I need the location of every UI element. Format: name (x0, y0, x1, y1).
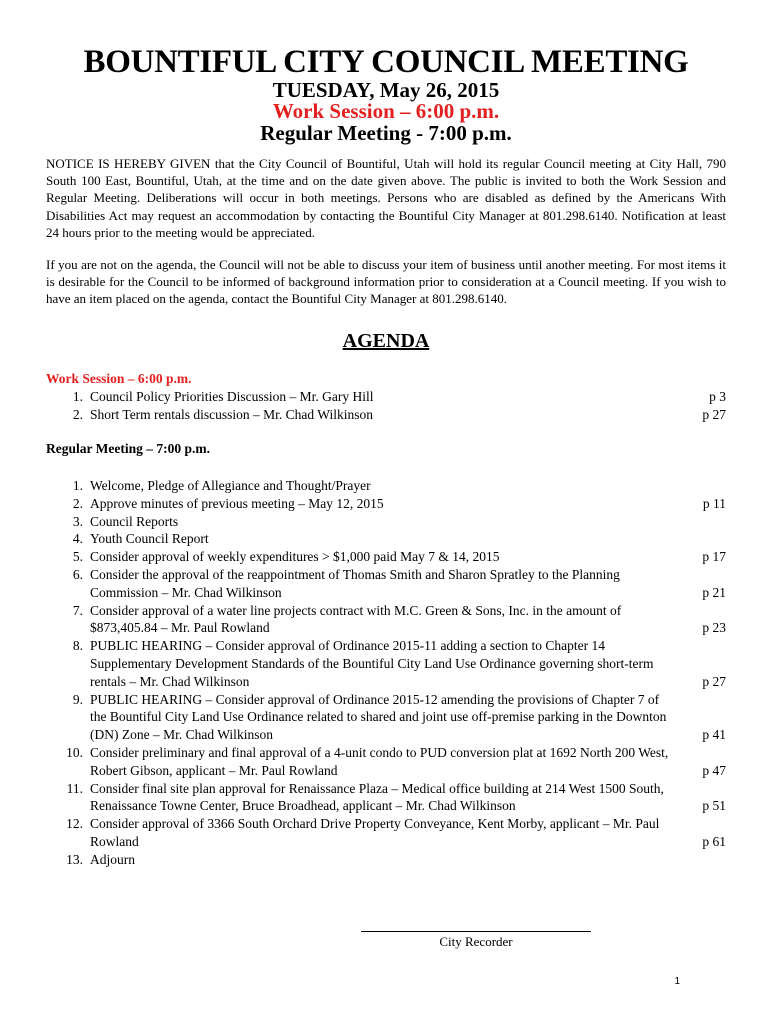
regular-meeting-item (46, 851, 726, 869)
regular-meeting-item (46, 477, 726, 495)
item-text: Welcome, Pledge of Allegiance and Thought/Prayer (90, 478, 371, 493)
item-number: 8. (72, 638, 83, 654)
regular-meeting-heading: Regular Meeting – 7:00 p.m. (46, 441, 210, 456)
agenda-request-paragraph: If you are not on the agenda, the Council will not be able to discuss your item of business until another meeting. For most items it is desirable for the Council to be informed of background information prior to consideration at a Council meeting. If you wish to have an item placed on the agenda, contact the Bountiful City Manager at 801.298.6140. (46, 257, 726, 307)
regular-meeting-item (46, 780, 726, 816)
work-session-heading: Work Session – 6:00 p.m. (46, 371, 192, 386)
regular-meeting-item (46, 530, 726, 548)
item-number: 10. (66, 744, 83, 760)
regular-meeting-item (46, 495, 726, 513)
work-session-list (46, 388, 726, 424)
item-number: 2. (72, 495, 83, 511)
item-text: Council Policy Priorities Discussion – Mr. Gary Hill (90, 389, 374, 404)
item-text: Consider approval of a water line projects contract with M.C. Green & Sons, Inc. in the amount of $873,405.84 – Mr. Paul Rowland (90, 602, 622, 636)
item-text: Approve minutes of previous meeting – May 12, 2015 (90, 495, 384, 511)
regular-meeting-item (46, 602, 726, 638)
agenda-heading: AGENDA (342, 330, 430, 352)
regular-meeting-item (46, 566, 726, 602)
item-number: 13. (66, 851, 83, 867)
item-text: Youth Council Report (90, 531, 209, 547)
signature-line (361, 931, 591, 932)
signature-label: City Recorder (439, 934, 513, 949)
public-notice-paragraph: NOTICE IS HEREBY GIVEN that the City Council of Bountiful, Utah will hold its regular Council meeting at City Hall, 790 South 100 East, Bountiful, Utah, at the time and on the date given above. The public is invited to both the Work Session and Regular Meeting. Deliberations will occur in both meetings. Persons who are disabled as defined by the Americans With Disabilities Act may request an accommodation by contacting the Bountiful City Manager at 801.298.6140. Notification at least 24 hours prior to the meeting would be appreciated. (46, 156, 726, 240)
page-title: BOUNTIFUL CITY COUNCIL MEETING (83, 44, 689, 80)
item-number: 4. (72, 531, 83, 547)
item-page-ref: p 27 (702, 673, 726, 689)
item-page-ref: p 51 (702, 798, 726, 814)
regular-meeting-item (46, 513, 726, 531)
item-number: 5. (72, 549, 83, 565)
item-number: 1. (72, 389, 83, 404)
item-page-ref: p 27 (702, 406, 726, 422)
regular-meeting-item (46, 637, 726, 690)
item-text: Adjourn (90, 851, 135, 867)
item-number: 6. (72, 566, 83, 582)
item-page-ref: p 23 (702, 620, 726, 636)
item-number: 11. (66, 780, 83, 796)
item-text: PUBLIC HEARING – Consider approval of Ordinance 2015-11 adding a section to Chapter 14 Supplementary Development Standards of the Bountiful City Land Use Ordinance governing short-term rentals – Mr. Chad Wilkinson (90, 638, 654, 689)
item-page-ref: p 47 (702, 762, 726, 778)
regular-meeting-list (46, 477, 726, 869)
regular-meeting-item (46, 548, 726, 566)
item-page-ref: p 21 (702, 584, 726, 600)
item-number: 9. (72, 691, 83, 707)
item-text: Consider final site plan approval for Renaissance Plaza – Medical office building at 214 West 1500 South, Renaissance Towne Center, Bruce Broadhead, applicant – Mr. Chad Wilkinson (90, 780, 664, 814)
regular-meeting-time: Regular Meeting - 7:00 p.m. (260, 121, 512, 145)
meeting-date: TUESDAY, May 26, 2015 (272, 78, 500, 102)
item-number: 12. (66, 816, 83, 832)
item-page-ref: p 11 (702, 495, 726, 511)
regular-meeting-item (46, 744, 726, 780)
item-text: PUBLIC HEARING – Consider approval of Ordinance 2015-12 amending the provisions of Chapter 7 of the Bountiful City Land Use Ordinance related to shared and joint use off-premise parking in the Downton (DN) Zone – Mr. Chad Wilkinson (90, 691, 667, 743)
item-page-ref: p 61 (702, 833, 726, 849)
item-text: Consider the approval of the reappointment of Thomas Smith and Sharon Spratley to the Planning Commission – Mr. Chad Wilkinson (90, 566, 620, 600)
item-text: Council Reports (90, 513, 179, 529)
work-session-time: Work Session – 6:00 p.m. (272, 99, 500, 123)
item-number: 7. (72, 602, 83, 618)
item-page-ref: p 17 (702, 549, 726, 565)
regular-meeting-item (46, 815, 726, 851)
item-text: Consider preliminary and final approval of a 4-unit condo to PUD conversion plat at 1692 North 200 West, Robert Gibson, applicant – Mr. Paul Rowland (90, 744, 669, 778)
item-text: Short Term rentals discussion – Mr. Chad Wilkinson (90, 406, 374, 422)
item-text: Consider approval of 3366 South Orchard Drive Property Conveyance, Kent Morby, applicant – Mr. Paul Rowland (90, 816, 660, 849)
item-page-ref: p 3 (709, 389, 726, 404)
regular-meeting-item (46, 691, 726, 744)
item-text: Consider approval of weekly expenditures > $1,000 paid May 7 & 14, 2015 (90, 549, 500, 565)
page-number: 1 (674, 976, 680, 987)
work-session-item (46, 388, 726, 406)
item-page-ref: p 41 (702, 727, 726, 743)
item-number: 3. (72, 513, 83, 529)
item-number: 2. (72, 406, 83, 422)
item-number: 1. (72, 478, 83, 493)
work-session-item (46, 406, 726, 424)
